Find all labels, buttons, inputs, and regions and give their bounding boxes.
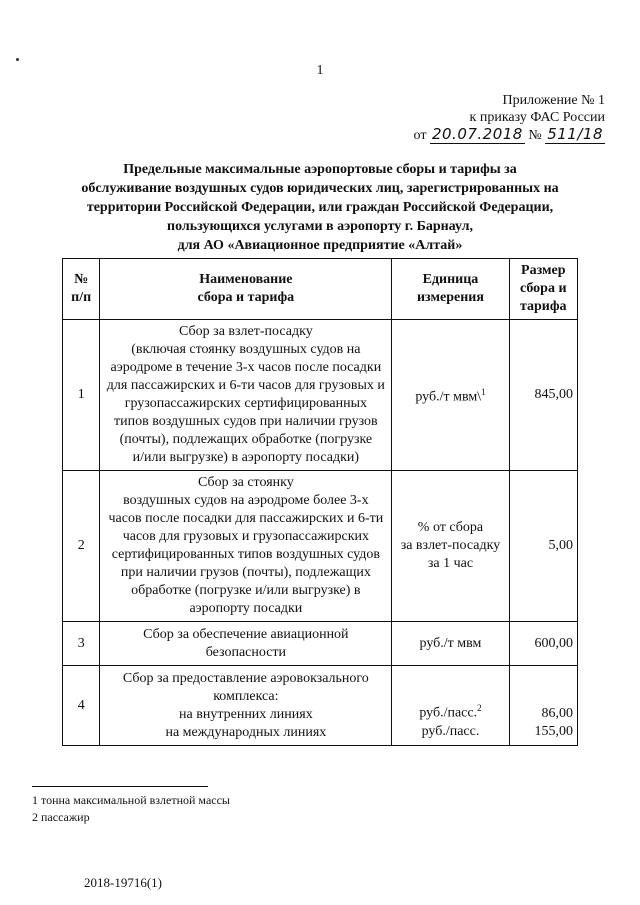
- row-name: [100, 666, 392, 746]
- table-header-row: [63, 259, 578, 320]
- name-line: на внутренних линиях: [179, 706, 313, 722]
- scan-speck: [16, 58, 19, 61]
- title-line: территории Российской Федерации, или граждан Российской Федерации,: [86, 200, 554, 215]
- table-row: [63, 471, 578, 622]
- name-line: комплекса:: [213, 688, 279, 704]
- name-line: аэродроме в течение 3-х часов после посадки: [110, 360, 382, 375]
- document-number: 2018-19716(1): [84, 875, 162, 890]
- footnote: 1 тонна максимальной взлетной массы: [32, 793, 230, 807]
- header-text: измерения: [416, 290, 484, 305]
- row-value: 600,00: [509, 622, 577, 666]
- unit-international: руб./пасс.: [421, 724, 480, 739]
- page-number: 1: [316, 63, 324, 78]
- header-text: Наименование: [199, 272, 293, 287]
- header-text: тарифа: [519, 299, 567, 314]
- name-line: Сбор за взлет-посадку: [179, 324, 313, 339]
- name-line: аэропорту посадки: [189, 601, 303, 616]
- row-unit: [392, 320, 509, 471]
- row-value: [509, 666, 577, 746]
- footnote-divider: [32, 786, 208, 787]
- title-line: обслуживание воздушных судов юридических лиц, зарегистрированных на: [81, 181, 559, 196]
- unit-text: за взлет-посадку: [400, 538, 501, 553]
- handwritten-date: 20.07.2018: [431, 125, 523, 143]
- header-text: сбора и: [519, 281, 567, 296]
- name-line: часов после посадки для пассажирских и 6-ти: [108, 511, 384, 526]
- row-num: 3: [63, 622, 100, 666]
- footnotes: [32, 792, 230, 826]
- value-domestic: 86,00: [541, 706, 573, 721]
- name-line: Сбор за обеспечение авиационной: [143, 626, 349, 642]
- header-name: [100, 259, 392, 320]
- title-line: для АО «Авиационное предприятие «Алтай»: [177, 238, 463, 253]
- value-international: 155,00: [534, 724, 573, 739]
- unit-text: руб./пасс.: [419, 706, 478, 721]
- appendix-order-ref: к приказу ФАС России: [469, 110, 605, 125]
- row-num: 4: [63, 666, 100, 746]
- unit-domestic: [396, 699, 504, 723]
- appendix-date-line: [405, 126, 605, 144]
- unit-text: % от сбора: [417, 520, 484, 535]
- header-size: [509, 259, 577, 320]
- header-unit: [392, 259, 509, 320]
- row-unit: [392, 666, 509, 746]
- footnote: 2 пассажир: [32, 810, 90, 824]
- name-line: сертифицированных типов воздушных судов: [111, 547, 381, 562]
- table-row: [63, 320, 578, 471]
- name-line: Сбор за предоставление аэровокзального: [122, 670, 369, 686]
- name-line: Сбор за стоянку: [197, 475, 294, 490]
- header-text: Размер: [521, 263, 566, 278]
- appendix-header: [405, 92, 605, 144]
- name-line: часов для грузовых и грузопассажирских: [122, 529, 370, 544]
- name-line: (почты), подлежащих обработке (погрузке: [119, 432, 373, 447]
- header-num: [63, 259, 100, 320]
- name-line: при наличии грузов (почты), подлежащих: [120, 565, 371, 580]
- header-text: №: [74, 272, 89, 287]
- row-unit: [392, 471, 509, 622]
- row-name: [100, 622, 392, 666]
- name-line: воздушных судов на аэродроме более 3-х: [123, 493, 369, 508]
- table-row: [63, 622, 578, 666]
- appendix-title: Приложение № 1: [502, 93, 605, 108]
- footnote-ref: 1: [481, 387, 486, 398]
- header-text: сбора и тарифа: [197, 290, 295, 305]
- row-num: 1: [63, 320, 100, 471]
- name-line: обработке (погрузке и/или выгрузке) в: [131, 583, 361, 598]
- document-title: [60, 160, 580, 255]
- number-prefix: №: [528, 128, 542, 143]
- footnote-ref: 2: [477, 703, 482, 714]
- row-num: 2: [63, 471, 100, 622]
- tariffs-table: [62, 258, 578, 746]
- name-line: для пассажирских и 6-ти часов для грузовых и: [106, 378, 385, 393]
- row-name: [100, 471, 392, 622]
- handwritten-number: 511/18: [547, 125, 603, 143]
- row-name: [100, 320, 392, 471]
- name-line: грузопассажирских сертифицированных: [124, 396, 368, 411]
- name-line: и/или выгрузке) в аэропорту посадки): [132, 450, 360, 465]
- row-value: 5,00: [509, 471, 577, 622]
- unit-text: руб./т мвм\: [415, 389, 482, 405]
- row-value: 845,00: [509, 320, 577, 471]
- from-prefix: от: [413, 128, 427, 143]
- unit-text: за 1 час: [427, 556, 474, 571]
- name-line: (включая стоянку воздушных судов на: [131, 342, 361, 357]
- name-line: на международных линиях: [165, 724, 327, 740]
- table-row: [63, 666, 578, 746]
- row-unit: руб./т мвм: [392, 622, 509, 666]
- title-line: Предельные максимальные аэропортовые сборы и тарифы за: [123, 162, 517, 177]
- name-line: типов воздушных судов при наличии грузов: [114, 414, 378, 429]
- header-text: п/п: [71, 290, 92, 305]
- title-line: пользующихся услугами в аэропорту г. Барнаул,: [167, 219, 473, 234]
- header-text: Единица: [422, 272, 479, 287]
- name-line: безопасности: [205, 644, 287, 660]
